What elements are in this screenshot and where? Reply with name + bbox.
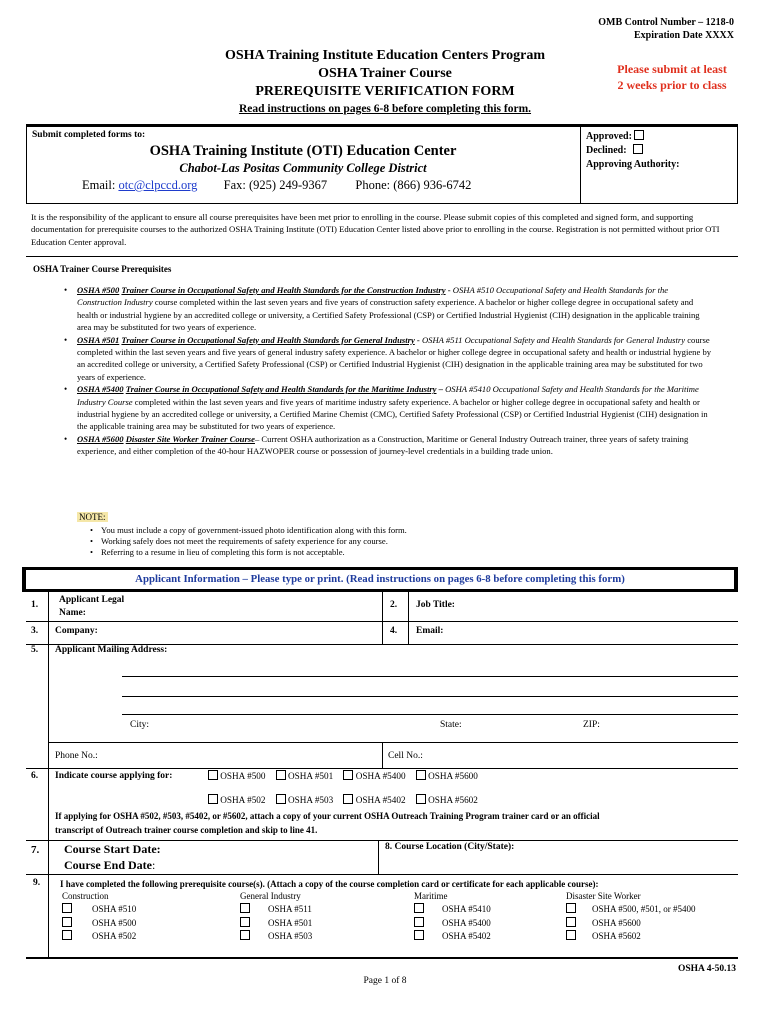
city-label: City: bbox=[130, 720, 150, 730]
prereq-checkbox[interactable] bbox=[414, 930, 424, 940]
legal-name-label-b: Name: bbox=[59, 608, 86, 618]
address-line-1[interactable] bbox=[122, 676, 738, 677]
course-checkbox[interactable] bbox=[416, 770, 426, 780]
note-label: NOTE: bbox=[79, 512, 106, 522]
prereq-option-label: OSHA #5600 bbox=[592, 917, 641, 928]
prereq-option-label: OSHA #511 bbox=[268, 904, 312, 914]
course-option-label: OSHA #5400 bbox=[355, 771, 406, 781]
course-option[interactable] bbox=[343, 770, 405, 781]
prereq-item bbox=[64, 334, 712, 384]
prereq-heading: OSHA Trainer Course Prerequisites bbox=[33, 264, 172, 274]
declined-label: Declined: bbox=[586, 145, 627, 156]
field-2-number: 2. bbox=[390, 600, 398, 610]
submit-label: Submit completed forms to: bbox=[32, 130, 146, 140]
form-title bbox=[150, 47, 620, 101]
prereq-option-label: OSHA #5602 bbox=[592, 931, 641, 941]
course-option-label: OSHA #502 bbox=[220, 795, 266, 805]
field-4-number: 4. bbox=[390, 626, 398, 636]
college-name: Chabot-Las Positas Community College District bbox=[179, 161, 427, 175]
applicant-banner-text: Applicant Information – Please type or print. (Read instructions on pages 6-8 before completing this form) bbox=[135, 573, 625, 585]
completed-prereq-label: I have completed the following prerequisite course(s). (Attach a copy of the course completion card or certificate for each applicable course): bbox=[60, 879, 599, 889]
submit-notice-line1: Please submit at least bbox=[617, 62, 727, 76]
column-maritime bbox=[414, 890, 491, 944]
field-3-number: 3. bbox=[31, 626, 39, 636]
prereq-option-label: OSHA #502 bbox=[92, 931, 137, 941]
prereq-sep: - bbox=[445, 285, 453, 295]
prereq-checkbox[interactable] bbox=[566, 930, 576, 940]
course-option[interactable] bbox=[416, 794, 478, 805]
note-item: • You must include a copy of government-issued photo identification along with this form. bbox=[90, 525, 690, 536]
outreach-note bbox=[55, 809, 735, 837]
legal-name-label bbox=[59, 594, 124, 620]
submit-notice bbox=[602, 61, 742, 93]
prereq-option-label: OSHA #500 bbox=[92, 917, 137, 928]
prereq-option-label: OSHA #500, #501, or #5400 bbox=[592, 904, 696, 914]
course-option[interactable] bbox=[343, 794, 405, 805]
prereq-checkbox[interactable] bbox=[62, 917, 72, 927]
course-option[interactable] bbox=[208, 794, 265, 805]
outreach-note-line1: If applying for OSHA #502, #503, #5402, or #5602, attach a copy of your current OSHA Outreach Training Program trainer card or an official bbox=[55, 811, 600, 821]
prereq-body: – Current OSHA authorization as a Construction, Maritime or General Industry Outreach trainer, three years of safety training experience, and either completion of the 40-hour HAZWOPER course or possession of journey-level credentials in a building trade union. bbox=[77, 433, 689, 457]
notes-list bbox=[90, 525, 690, 558]
prereq-option-label: OSHA #5410 bbox=[442, 904, 491, 914]
prereq-checkbox[interactable] bbox=[62, 903, 72, 913]
course-option-label: OSHA #5600 bbox=[428, 771, 478, 781]
job-title-input[interactable] bbox=[470, 594, 736, 620]
prereq-alt: OSHA #5410 Occupational Safety and Health Standards for the Maritime Industry Course bbox=[77, 384, 699, 407]
prereq-sep: - bbox=[414, 334, 422, 345]
course-option-label: OSHA #5402 bbox=[355, 795, 406, 805]
title-course: OSHA Trainer Course bbox=[318, 66, 452, 81]
column-disaster-site-worker bbox=[566, 890, 696, 944]
course-dates: Course Start Date: Course End Date: bbox=[64, 842, 161, 872]
prereq-item bbox=[64, 433, 712, 458]
prereq-body: course completed within the last seven years and five years of general industry safety experience. A bachelor or higher college degree in occupational safety and health or industrial hygiene by an accredited college or university, a Certified Safety Professional (CSP) or Certified Industrial Hygienist (CIH) designation in the applicable training area may be substituted for two years of experience. bbox=[77, 334, 712, 382]
course-checkbox[interactable] bbox=[343, 794, 353, 804]
contact-fax: Fax: (925) 249-9367 bbox=[223, 178, 328, 192]
state-label: State: bbox=[440, 720, 462, 730]
course-checkbox[interactable] bbox=[416, 794, 426, 804]
prereq-alt: OSHA #510 Occupational Safety and Health Standards for the Construction Industry bbox=[77, 285, 669, 308]
field-7-number: 7. bbox=[31, 844, 40, 856]
title-program: OSHA Training Institute Education Centers Program bbox=[224, 48, 546, 63]
prereq-checkbox[interactable] bbox=[566, 903, 576, 913]
prereq-code: OSHA #5600 bbox=[77, 433, 124, 444]
course-option[interactable] bbox=[208, 770, 265, 781]
course-row-1 bbox=[208, 770, 486, 781]
column-head: Disaster Site Worker bbox=[566, 891, 641, 901]
course-option[interactable] bbox=[276, 794, 333, 805]
course-option-label: OSHA #500 bbox=[220, 771, 266, 781]
approval-box bbox=[586, 130, 679, 172]
prereq-option-label: OSHA #5400 bbox=[442, 917, 491, 928]
course-option[interactable] bbox=[276, 770, 333, 781]
column-construction bbox=[62, 890, 136, 944]
prereq-checkbox[interactable] bbox=[240, 930, 250, 940]
course-option[interactable] bbox=[416, 770, 478, 781]
contact-line bbox=[82, 178, 471, 193]
title-form: PREREQUISITE VERIFICATION FORM bbox=[255, 84, 515, 99]
field-5-number: 5. bbox=[31, 645, 39, 655]
email-label: Email: bbox=[82, 178, 116, 192]
email-input[interactable] bbox=[450, 623, 736, 643]
course-location-label: 8. Course Location (City/State): bbox=[385, 842, 515, 852]
field-6-number: 6. bbox=[31, 771, 39, 781]
course-location-input[interactable] bbox=[385, 856, 735, 872]
course-checkbox[interactable] bbox=[208, 770, 218, 780]
course-option-label: OSHA #5602 bbox=[428, 795, 478, 805]
prereq-code: OSHA #500 bbox=[77, 285, 120, 295]
course-applying-label: Indicate course applying for: bbox=[55, 771, 173, 781]
omb-block bbox=[598, 16, 734, 42]
course-option-label: OSHA #501 bbox=[288, 771, 334, 781]
contact-email-link[interactable]: otc@clpccd.org bbox=[118, 178, 198, 192]
column-general-industry bbox=[240, 890, 312, 944]
column-head: Construction bbox=[62, 891, 109, 901]
note-item: • Referring to a resume in lieu of completing this form is not acceptable. bbox=[90, 547, 690, 558]
course-checkbox[interactable] bbox=[343, 770, 353, 780]
company-label: Company: bbox=[55, 626, 98, 636]
email-label: Email: bbox=[416, 626, 444, 636]
prereq-option-label: OSHA #501 bbox=[268, 917, 313, 928]
legal-name-input[interactable] bbox=[140, 594, 380, 620]
course-checkbox[interactable] bbox=[208, 794, 218, 804]
expiration-date: Expiration Date XXXX bbox=[634, 30, 734, 41]
course-option-label: OSHA #503 bbox=[288, 795, 334, 805]
note-item: • Working safely does not meet the requirements of safety experience for any course. bbox=[90, 536, 690, 547]
prereq-title: Trainer Course in Occupational Safety and Health Standards for the Maritime Industry bbox=[125, 384, 437, 395]
declined-checkbox[interactable] bbox=[633, 144, 643, 154]
approved-checkbox[interactable] bbox=[634, 130, 644, 140]
prereq-option-label: OSHA #510 bbox=[92, 904, 137, 914]
center-name: OSHA Training Institute (OTI) Education Center bbox=[149, 143, 457, 159]
approving-authority-label: Approving Authority: bbox=[586, 159, 680, 170]
course-row-2 bbox=[208, 794, 486, 805]
course-dates-input[interactable] bbox=[170, 842, 370, 872]
prereq-list bbox=[64, 284, 712, 458]
prereq-checkbox[interactable] bbox=[566, 917, 576, 927]
field-1-number: 1. bbox=[31, 600, 39, 610]
zip-label: ZIP: bbox=[583, 720, 600, 730]
mailing-address-label: Applicant Mailing Address: bbox=[55, 645, 168, 655]
prereq-option-label: OSHA #503 bbox=[268, 931, 313, 941]
job-title-label: Job Title: bbox=[416, 600, 455, 610]
form-number: OSHA 4-50.13 bbox=[677, 964, 736, 974]
course-start-label: Course Start Date: bbox=[64, 842, 161, 856]
phone-label: Phone No.: bbox=[55, 751, 98, 761]
address-line-3[interactable] bbox=[122, 714, 738, 715]
prereq-title: Trainer Course in Occupational Safety and Health Standards for General Industry bbox=[121, 334, 415, 345]
cell-label: Cell No.: bbox=[388, 751, 423, 761]
prereq-body: course completed within the last seven years and five years of construction safety experience. A bachelor or higher college degree in occupational safety and health or industrial hygiene by an accredited college or university, a Certified Safety Professional (CSP) or Certified Industrial Hygienist (CIH) designation in the applicable training area may be substituted for two years of experience. bbox=[77, 297, 700, 333]
prereq-alt: OSHA #511 Occupational Safety and Health Standards for General Industry bbox=[421, 334, 686, 345]
prereq-option-label: OSHA #5402 bbox=[442, 931, 491, 941]
approved-label: Approved: bbox=[586, 131, 632, 142]
intro-paragraph: It is the responsibility of the applicant to ensure all course prerequisites have been met prior to enrolling in the course. Please submit copies of this completed and signed form, and supporting documentation for prerequisite courses to the authorized OSHA Training Institute (OTI) Education Center listed above prior to enrolling in the course. Registration is not permitted without prior OTI Education Center approval. bbox=[31, 212, 720, 247]
omb-control-number: OMB Control Number – 1218-0 bbox=[598, 17, 734, 28]
company-input[interactable] bbox=[110, 623, 380, 643]
instructions-note: Read instructions on pages 6-8 before completing this form. bbox=[238, 103, 532, 115]
prereq-title: Disaster Site Worker Trainer Course bbox=[125, 433, 255, 444]
address-line-2[interactable] bbox=[122, 696, 738, 697]
outreach-note-line2: transcript of Outreach trainer course completion and skip to line 41. bbox=[55, 825, 318, 835]
prereq-checkbox[interactable] bbox=[62, 930, 72, 940]
course-checkbox[interactable] bbox=[276, 770, 286, 780]
prereq-body: completed within the last seven years and five years of maritime industry safety experience. A bachelor or higher college degree in occupational safety and health or industrial hygiene by an accredited college or university, a Certified Marine Chemist (CMC), Certified Safety Professional (CSP) or Certified Industrial Hygienist (CIH) designation in the applicable training area may be substituted for two years of experience. bbox=[77, 396, 708, 432]
prereq-sep: – bbox=[436, 384, 446, 395]
prereq-item bbox=[64, 284, 712, 334]
prereq-checkbox[interactable] bbox=[414, 903, 424, 913]
legal-name-label-a: Applicant Legal bbox=[59, 595, 125, 605]
contact-phone: Phone: (866) 936-6742 bbox=[355, 178, 472, 192]
prereq-checkbox[interactable] bbox=[240, 903, 250, 913]
course-checkbox[interactable] bbox=[276, 794, 286, 804]
column-head: Maritime bbox=[414, 891, 448, 901]
prereq-checkbox[interactable] bbox=[414, 917, 424, 927]
prereq-title: Trainer Course in Occupational Safety and Health Standards for the Construction Industry bbox=[121, 285, 446, 295]
prereq-checkbox[interactable] bbox=[240, 917, 250, 927]
prereq-code: OSHA #5400 bbox=[77, 384, 124, 395]
prereq-item bbox=[64, 383, 712, 433]
submit-notice-line2: 2 weeks prior to class bbox=[617, 78, 727, 92]
page-number: Page 1 of 8 bbox=[363, 976, 407, 986]
field-9-number: 9. bbox=[33, 878, 41, 888]
prereq-code: OSHA #501 bbox=[77, 334, 120, 345]
column-head: General Industry bbox=[240, 891, 301, 901]
course-end-label: Course End Date bbox=[64, 858, 153, 872]
